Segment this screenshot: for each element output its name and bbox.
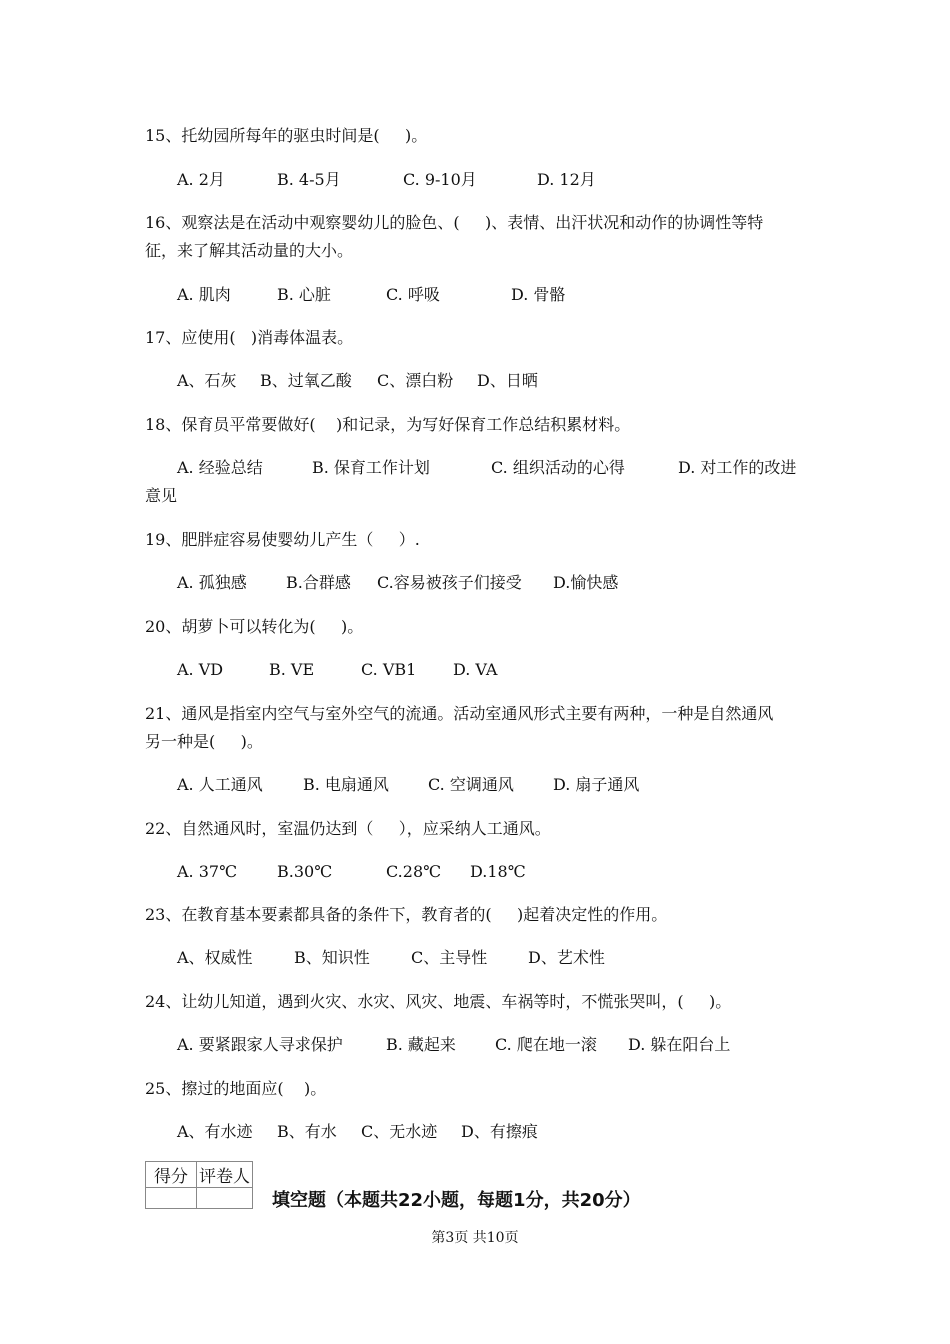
q19-option-b: B.合群感	[286, 573, 351, 592]
q25-option-d: D、有擦痕	[461, 1122, 538, 1141]
question-16-text: 16、观察法是在活动中观察婴幼儿的脸色、( )、表情、出汗状况和动作的协调性等特	[145, 213, 764, 232]
q18-option-b: B. 保育工作计划	[312, 458, 430, 477]
q25-option-a: A、有水迹	[177, 1122, 253, 1141]
q22-option-d: D.18℃	[470, 862, 526, 881]
q24-option-b: B. 藏起来	[386, 1035, 456, 1054]
q24-option-c: C. 爬在地一滚	[495, 1035, 597, 1054]
question-17-text: 17、应使用( )消毒体温表。	[145, 328, 354, 347]
q21-option-c: C. 空调通风	[428, 775, 514, 794]
q15-option-b: B. 4-5月	[277, 170, 341, 189]
q17-option-c: C、漂白粉	[377, 371, 454, 390]
question-21-text-cont: 另一种是( )。	[145, 732, 263, 751]
q16-option-c: C. 呼吸	[386, 285, 440, 304]
question-15-text: 15、托幼园所每年的驱虫时间是( )。	[145, 126, 428, 145]
question-25-text: 25、擦过的地面应( )。	[145, 1079, 327, 1098]
q25-option-c: C、无水迹	[361, 1122, 438, 1141]
q15-option-c: C. 9-10月	[403, 170, 477, 189]
q20-option-b: B. VE	[269, 660, 315, 679]
q25-option-b: B、有水	[277, 1122, 337, 1141]
q18-option-d: D. 对工作的改进	[678, 458, 797, 477]
q15-option-d: D. 12月	[537, 170, 596, 189]
question-16-text-cont: 征，来了解其活动量的大小。	[145, 241, 354, 260]
q17-option-a: A、石灰	[177, 371, 237, 390]
question-23-text: 23、在教育基本要素都具备的条件下，教育者的( )起着决定性的作用。	[145, 905, 668, 924]
q24-option-d: D. 躲在阳台上	[628, 1035, 731, 1054]
question-22-text: 22、自然通风时，室温仍达到（ ），应采纳人工通风。	[145, 819, 551, 838]
q20-option-a: A. VD	[177, 660, 224, 679]
q15-option-a: A. 2月	[177, 170, 225, 189]
q17-option-b: B、过氧乙酸	[260, 371, 352, 390]
q16-option-b: B. 心脏	[277, 285, 331, 304]
question-21-text: 21、通风是指室内空气与室外空气的流通。活动室通风形式主要有两种，一种是自然通风	[145, 704, 774, 723]
q18-option-a: A. 经验总结	[177, 458, 263, 477]
q21-option-a: A. 人工通风	[177, 775, 263, 794]
question-24-text: 24、让幼儿知道，遇到火灾、水灾、风灾、地震、车祸等时，不慌张哭叫，( )。	[145, 992, 732, 1011]
score-header: 得分	[146, 1162, 197, 1188]
score-cell[interactable]	[146, 1188, 197, 1209]
question-19-text: 19、肥胖症容易使婴幼儿产生（ ）.	[145, 530, 420, 549]
q24-option-a: A. 要紧跟家人寻求保护	[177, 1035, 343, 1054]
q20-option-c: C. VB1	[361, 660, 417, 679]
q18-option-d-wrap: 意见	[145, 486, 178, 505]
score-table	[145, 1161, 253, 1209]
q22-option-b: B.30℃	[277, 862, 333, 881]
q21-option-d: D. 扇子通风	[553, 775, 640, 794]
grader-header: 评卷人	[197, 1162, 253, 1188]
q23-option-b: B、知识性	[294, 948, 370, 967]
q19-option-a: A. 孤独感	[177, 573, 247, 592]
grader-cell[interactable]	[197, 1188, 253, 1209]
q17-option-d: D、日晒	[477, 371, 538, 390]
q18-option-c: C. 组织活动的心得	[491, 458, 625, 477]
page-number: 第3页 共10页	[431, 1230, 519, 1246]
q22-option-a: A. 37℃	[177, 862, 237, 881]
q21-option-b: B. 电扇通风	[303, 775, 389, 794]
q19-option-c: C.容易被孩子们接受	[377, 573, 522, 592]
q23-option-c: C、主导性	[411, 948, 488, 967]
q23-option-d: D、艺术性	[528, 948, 605, 967]
q16-option-d: D. 骨骼	[511, 285, 566, 304]
q23-option-a: A、权威性	[177, 948, 253, 967]
question-20-text: 20、胡萝卜可以转化为( )。	[145, 617, 364, 636]
q20-option-d: D. VA	[453, 660, 498, 679]
q16-option-a: A. 肌肉	[177, 285, 231, 304]
q19-option-d: D.愉快感	[553, 573, 619, 592]
question-18-text: 18、保育员平常要做好( )和记录，为写好保育工作总结积累材料。	[145, 415, 631, 434]
q22-option-c: C.28℃	[386, 862, 442, 881]
section-title: 填空题（本题共22小题，每题1分，共20分）	[272, 1190, 641, 1211]
